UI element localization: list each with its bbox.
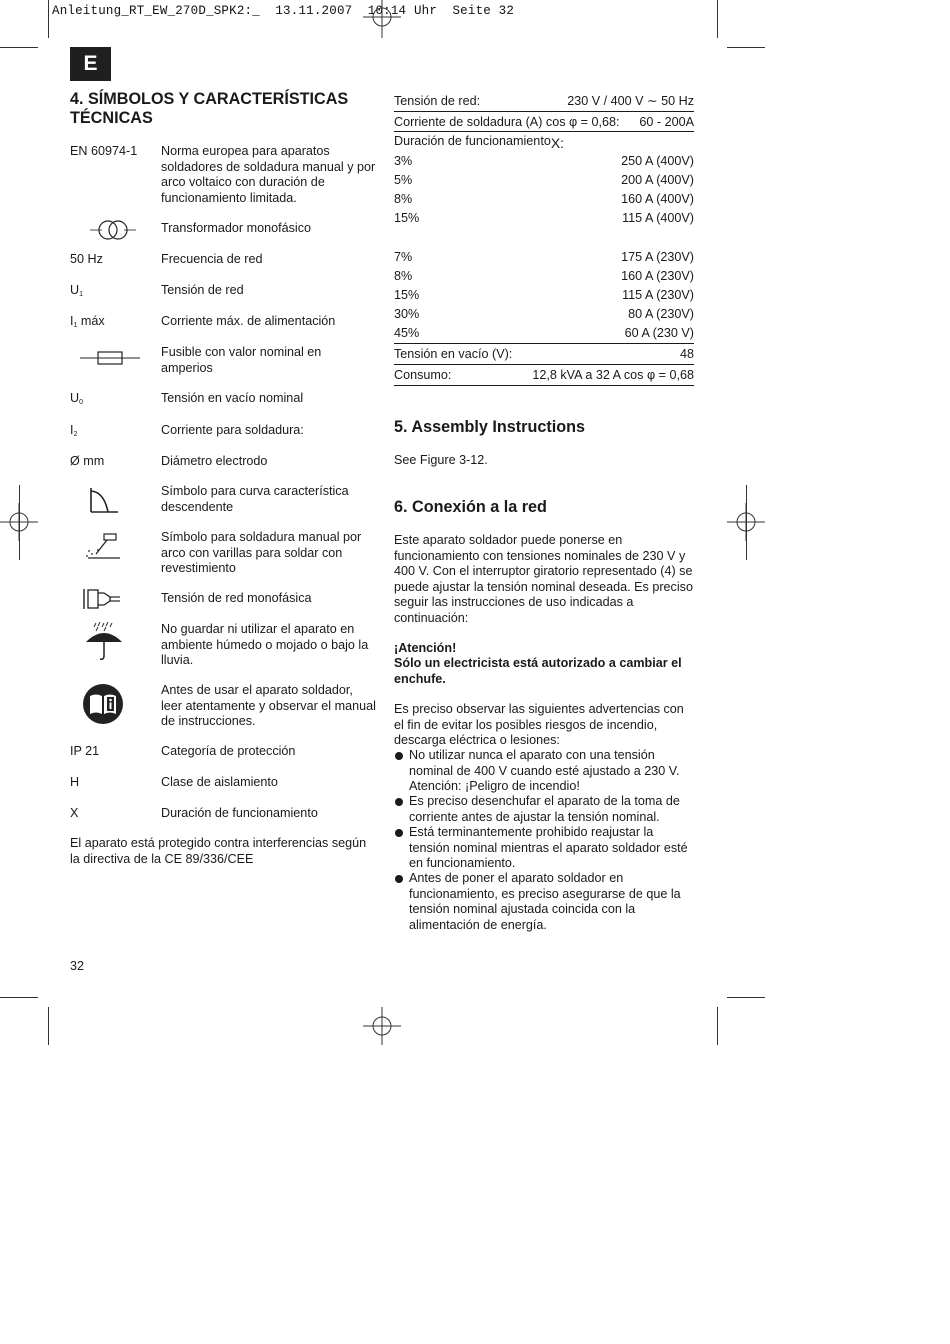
crop-mark — [19, 485, 20, 560]
symbol-description: Tensión en vacío nominal — [161, 391, 304, 405]
section-6-intro: Este aparato soldador puede ponerse en funcionamiento con tensiones nominales de 230 V y 400 V. Con el interruptor giratorio representado (4) se puede ajustar la tensión nominal deseada. Es preciso seguir las instrucciones de uso indicadas a continuación: — [394, 533, 693, 625]
duty-row — [394, 209, 694, 228]
symbol-key: 50 Hz — [70, 252, 103, 266]
crop-mark — [746, 485, 747, 560]
duty-row — [394, 305, 694, 324]
symbol-description: Antes de usar el aparato soldador, leer atentamente y observar el manual de instrucciones. — [161, 683, 376, 728]
duty-percent: 15% — [394, 287, 420, 302]
duty-value: 250 A (400V) — [621, 153, 694, 168]
symbol-key — [70, 314, 158, 334]
section-4-title — [70, 90, 380, 128]
falling-curve-icon — [88, 486, 122, 516]
symbol-key: IP 21 — [70, 744, 100, 758]
bullet-icon — [395, 829, 403, 837]
section-5-title: 5. Assembly Instructions — [394, 418, 586, 436]
duty-percent: 15% — [394, 210, 420, 225]
symbol-description: Tensión de red monofásica — [161, 591, 312, 605]
duty-row — [394, 171, 694, 190]
symbol-description: Fusible con valor nominal en amperios — [161, 345, 322, 375]
symbol-description: Norma europea para aparatos soldadores de soldadura manual y por arco voltaico con duración de funcionamiento limitada. — [161, 144, 376, 205]
read-manual-icon — [82, 683, 124, 725]
spec-row-consumption — [394, 366, 694, 385]
bullet-icon — [395, 798, 403, 806]
spec-row-duty-heading — [394, 132, 694, 151]
duty-percent: 8% — [394, 191, 413, 206]
section-4-footnote: El aparato está protegido contra interferencias según la directiva de la CE 89/336/CEE — [70, 836, 367, 866]
bullet-icon — [395, 752, 403, 760]
symbol-key-suffix: máx — [77, 314, 105, 328]
symbol-key-sub: 1 — [79, 291, 84, 298]
page-number: 32 — [70, 959, 85, 973]
spec-value: 60 - 200A — [639, 114, 694, 129]
duty-value: 200 A (400V) — [621, 172, 694, 187]
duty-row — [394, 324, 694, 343]
single-phase-plug-icon — [82, 587, 126, 611]
symbol-key: H — [70, 775, 80, 789]
symbol-key: X — [70, 806, 79, 820]
symbol-key-main: U — [70, 283, 80, 297]
duty-value: 160 A (230V) — [621, 268, 694, 283]
spec-label: Tensión de red: — [394, 93, 481, 108]
duty-symbol: X: — [550, 134, 565, 151]
manual-welding-icon — [84, 530, 124, 564]
duty-percent: 30% — [394, 306, 420, 321]
section-5-text: See Figure 3-12. — [394, 453, 488, 467]
duty-value: 80 A (230V) — [628, 306, 694, 321]
symbol-key-main: I — [70, 314, 74, 328]
section-4-title-line1: 4. SÍMBOLOS Y CARACTERÍSTICAS — [70, 90, 349, 108]
symbol-description: Diámetro electrodo — [161, 454, 268, 468]
list-item-text: Es preciso desenchufar el aparato de la toma de corriente antes de ajustar la tensión nominal. — [409, 794, 680, 824]
crop-mark — [48, 0, 49, 38]
symbol-description: Frecuencia de red — [161, 252, 263, 266]
crop-mark — [727, 997, 765, 998]
spec-label: Tensión en vacío (V): — [394, 346, 513, 361]
symbol-key-sub: 1 — [73, 322, 78, 329]
spec-label: Duración de funcionamiento — [394, 133, 551, 148]
crop-mark — [48, 1007, 49, 1045]
symbol-description: Transformador monofásico — [161, 221, 312, 235]
spec-label: Consumo: — [394, 367, 452, 382]
duty-row — [394, 286, 694, 305]
duty-value: 115 A (230V) — [622, 287, 694, 302]
symbol-description: Corriente para soldadura: — [161, 423, 304, 437]
duty-value: 115 A (400V) — [622, 210, 694, 225]
list-item-text: Antes de poner el aparato soldador en funcionamiento, es preciso asegurarse de que la tensión nominal ajustada coincida con la alimentación de energía. — [409, 871, 681, 932]
crop-mark — [0, 47, 38, 48]
duty-row — [394, 248, 694, 267]
transformer-icon — [80, 218, 140, 242]
crop-mark — [0, 997, 38, 998]
symbol-description: Duración de funcionamiento — [161, 806, 318, 820]
spec-row-mains-voltage — [394, 92, 694, 111]
fuse-icon — [78, 349, 142, 367]
warning-title: ¡Atención! — [394, 641, 457, 655]
section-4-title-line2: TÉCNICAS — [70, 109, 153, 127]
table-rule — [394, 364, 694, 365]
table-rule — [394, 111, 694, 112]
symbol-description: No guardar ni utilizar el aparato en ambiente húmedo o mojado o bajo la lluvia. — [161, 622, 369, 667]
print-slug: Anleitung_RT_EW_270D_SPK2:_ 13.11.2007 10:14 Uhr Seite 32 — [52, 4, 515, 18]
registration-mark-icon — [363, 1007, 401, 1045]
symbol-key: Ø mm — [70, 454, 105, 468]
symbol-key — [70, 283, 158, 303]
duty-percent: 7% — [394, 249, 413, 264]
rain-umbrella-icon — [84, 622, 124, 662]
duty-row — [394, 267, 694, 286]
symbol-key-sub: 2 — [73, 431, 78, 438]
duty-value: 160 A (400V) — [621, 191, 694, 206]
spec-row-current — [394, 113, 694, 132]
registration-mark-icon — [363, 0, 401, 38]
duty-percent: 3% — [394, 153, 413, 168]
symbol-key-main: U — [70, 391, 80, 405]
section-6-title: 6. Conexión a la red — [394, 498, 547, 516]
symbol-description: Categoría de protección — [161, 744, 296, 758]
symbol-key — [70, 391, 158, 411]
crop-mark — [717, 1007, 718, 1045]
duty-row — [394, 152, 694, 171]
list-item-text: Está terminantemente prohibido reajustar la tensión nominal mientras el aparato soldador esté en funcionamiento. — [409, 825, 688, 870]
symbol-description: Tensión de red — [161, 283, 244, 297]
duty-percent: 8% — [394, 268, 413, 283]
symbol-key-sub: 0 — [79, 399, 84, 406]
spec-value: 12,8 kVA a 32 A cos φ = 0,68 — [532, 367, 694, 382]
duty-value: 60 A (230 V) — [624, 325, 694, 340]
symbol-key — [70, 423, 158, 443]
language-tab: E — [70, 47, 111, 81]
table-rule — [394, 343, 694, 344]
symbol-key-main: I — [70, 423, 74, 437]
symbol-description: Símbolo para curva característica descendente — [161, 484, 349, 514]
spec-label: Corriente de soldadura (A) cos φ = 0,68: — [394, 114, 620, 129]
spec-row-open-circuit — [394, 345, 694, 364]
symbol-description: Símbolo para soldadura manual por arco con varillas para soldar con revestimiento — [161, 530, 362, 575]
list-item-text: No utilizar nunca el aparato con una tensión nominal de 400 V cuando esté ajustado a 230 V. Atención: ¡Peligro de incendio! — [409, 748, 680, 793]
duty-percent: 5% — [394, 172, 413, 187]
symbol-description: Clase de aislamiento — [161, 775, 278, 789]
spec-value: 48 — [679, 346, 694, 361]
symbol-description: Corriente máx. de alimentación — [161, 314, 336, 328]
crop-mark — [717, 0, 718, 38]
spec-value: 230 V / 400 V ∼ 50 Hz — [567, 93, 694, 108]
duty-row — [394, 190, 694, 209]
bullet-icon — [395, 875, 403, 883]
crop-mark — [727, 47, 765, 48]
symbol-key: EN 60974-1 — [70, 144, 138, 158]
section-6-lead: Es preciso observar las siguientes advertencias con el fin de evitar los posibles riesgos de incendio, descarga eléctrica o lesiones: — [394, 702, 684, 747]
duty-value: 175 A (230V) — [621, 249, 694, 264]
table-rule — [394, 385, 694, 386]
duty-percent: 45% — [394, 325, 420, 340]
warning-text: Sólo un electricista está autorizado a cambiar el enchufe. — [394, 656, 682, 686]
